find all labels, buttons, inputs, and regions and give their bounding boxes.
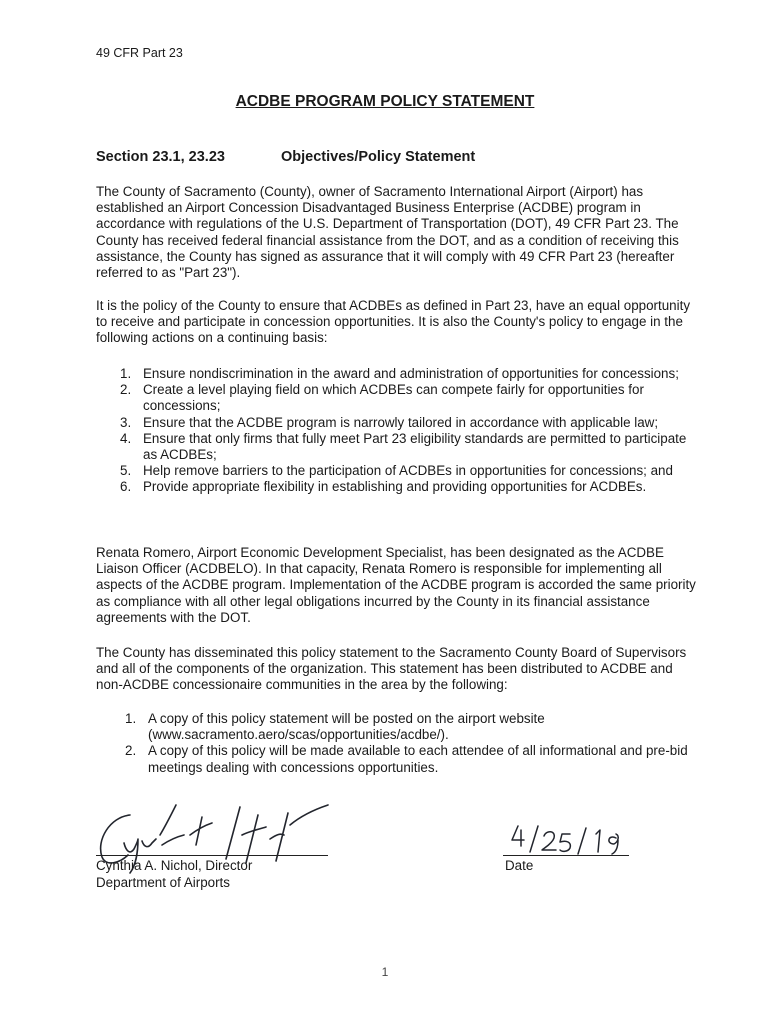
document-title: ACDBE PROGRAM POLICY STATEMENT — [235, 93, 535, 110]
list-number: 2. — [120, 382, 132, 398]
section-number: Section 23.1, 23.23 — [96, 149, 225, 165]
objectives-list — [96, 366, 698, 496]
policy-text: It is the policy of the County to ensure that ACDBEs as defined in Part 23, have an equal opportunity to receive and participate in concession opportunities. It is also the County's policy to engage in the following actions on a continuing basis: — [96, 298, 691, 346]
list-number: 1. — [120, 366, 132, 381]
list-item — [96, 463, 698, 479]
list-item — [96, 431, 698, 463]
list-number: 5. — [120, 463, 132, 479]
distribution-list — [96, 711, 698, 776]
list-number: 4. — [120, 430, 132, 446]
list-item — [96, 366, 698, 382]
list-item — [96, 743, 698, 775]
list-text: A copy of this policy will be made available to each attendee of all informational and pre-bid meetings dealing with concessions opportunities. — [148, 743, 688, 775]
list-item — [96, 479, 698, 495]
signer-name: Cynthia A. Nichol, Director — [96, 858, 253, 873]
dissemination-paragraph — [96, 645, 698, 694]
list-number: 6. — [120, 479, 132, 495]
page-number: 1 — [381, 965, 389, 979]
list-number: 1. — [125, 711, 137, 726]
intro-paragraph — [96, 184, 698, 281]
intro-text: The County of Sacramento (County), owner of Sacramento International Airport (Airport) has established an Airport Concession Disadvantaged Business Enterprise (ACDBE) program in accordance with regulations of the U.S. Department of Transportation (DOT), 49 CFR Part 23. The County has received federal financial assistance from the DOT, and as a condition of receiving this assistance, the County has signed as assurance that it will comply with 49 CFR Part 23 (hereafter referred to as "Part 23"). — [96, 184, 679, 281]
liaison-paragraph — [96, 545, 698, 626]
date-line — [503, 855, 629, 856]
signature-line — [96, 855, 328, 856]
date-label: Date — [505, 858, 534, 873]
list-text: Create a level playing field on which ACDBEs can compete fairly for opportunities for concessions; — [143, 382, 644, 414]
list-text: Help remove barriers to the participation of ACDBEs in opportunities for concessions; and — [143, 463, 673, 479]
cfr-header: 49 CFR Part 23 — [96, 46, 183, 60]
list-item — [96, 711, 698, 743]
list-number: 3. — [120, 414, 132, 430]
liaison-text: Renata Romero, Airport Economic Development Specialist, has been designated as the ACDBE Liaison Officer (ACDBELO). In that capacity, Renata Romero is responsible for implementing all aspects of the ACDBE program. Implementation of the ACDBE program is accorded the same priority as compliance with all other legal obligations incurred by the County in its financial assistance agreements with the DOT. — [96, 545, 696, 625]
policy-paragraph — [96, 298, 698, 347]
list-text: Ensure that the ACDBE program is narrowly tailored in accordance with applicable law; — [143, 414, 659, 430]
list-number: 2. — [125, 743, 137, 759]
signer-department: Department of Airports — [96, 875, 230, 890]
list-item — [96, 415, 698, 431]
dissemination-text: The County has disseminated this policy statement to the Sacramento County Board of Supervisors and all of the components of the organization. This statement has been distributed to ACDBE and non-ACDBE concessionaire communities in the area by the following: — [96, 645, 687, 693]
list-item — [96, 382, 698, 414]
handwritten-date — [508, 822, 628, 856]
list-text: Provide appropriate flexibility in establishing and providing opportunities for ACDBEs. — [143, 479, 647, 495]
list-text: Ensure that only firms that fully meet Part 23 eligibility standards are permitted to participate as ACDBEs; — [143, 430, 687, 463]
list-text: A copy of this policy statement will be posted on the airport website (www.sacramento.aero/scas/opportunities/acdbe/). — [148, 711, 545, 743]
list-text: Ensure nondiscrimination in the award and administration of opportunities for concessions; — [143, 366, 679, 381]
section-name: Objectives/Policy Statement — [281, 149, 476, 165]
